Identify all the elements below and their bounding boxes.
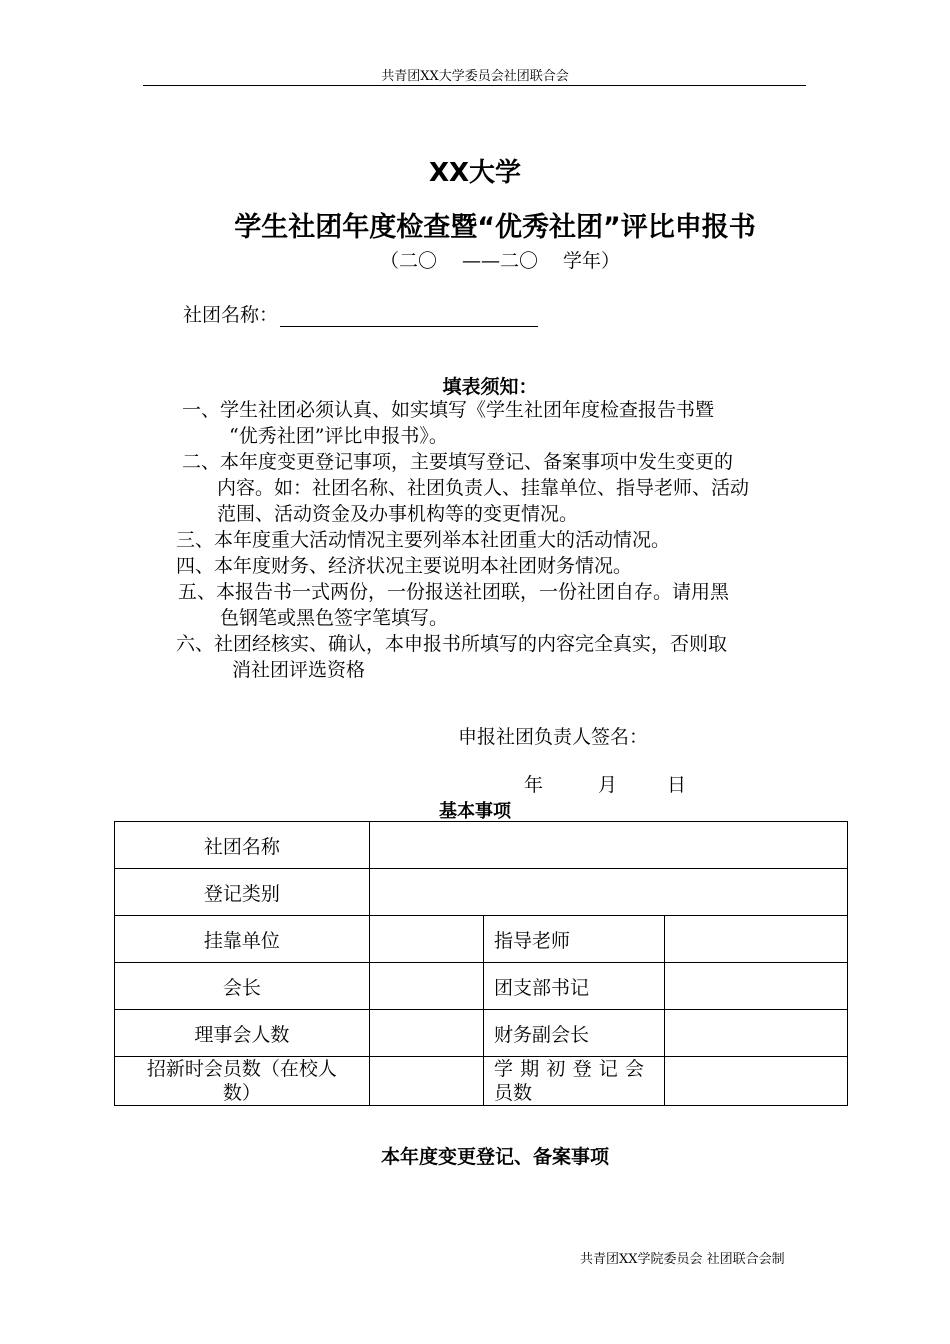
page-footer-text: 共青团XX学院委员会 社团联合会制 — [580, 1252, 785, 1267]
input-finance-vp[interactable] — [664, 1010, 847, 1057]
table-row — [115, 1057, 848, 1106]
input-recruit-count[interactable] — [369, 1057, 483, 1106]
label-category: 登记类别 — [115, 869, 370, 916]
label-finance-vp: 财务副会长 — [484, 1010, 665, 1057]
label-president: 会长 — [115, 963, 370, 1010]
page-header-text: 共青团XX大学委员会社团联合会 — [381, 69, 569, 84]
signature-date — [524, 770, 686, 797]
input-affiliated-unit[interactable] — [369, 916, 483, 963]
table-row — [115, 916, 848, 963]
header-divider — [143, 85, 806, 86]
club-name-label: 社团名称： — [183, 304, 279, 326]
date-day: 日 — [667, 774, 687, 796]
label-council-count: 理事会人数 — [115, 1010, 370, 1057]
label-advisor: 指导老师 — [484, 916, 665, 963]
input-president[interactable] — [369, 963, 483, 1010]
input-advisor[interactable] — [664, 916, 847, 963]
label-term-count: 学期初登记会 员数 — [484, 1057, 665, 1106]
table-row — [115, 1010, 848, 1057]
label-affiliated-unit: 挂靠单位 — [115, 916, 370, 963]
date-month: 月 — [598, 774, 618, 796]
notice-item-2: 二、本年度变更登记事项，主要填写登记、备案事项中发生变更的 内容。如：社团名称、社团负责人、挂靠单位、指导老师、活动 范围、活动资金及办事机构等的变更情况。 — [182, 451, 750, 525]
document-title-university: XX大学 — [428, 158, 522, 188]
club-name-field — [183, 300, 538, 327]
notice-item-4: 四、本年度财务、经济状况主要说明本社团财务情况。 — [176, 555, 633, 577]
input-club-name[interactable] — [369, 822, 847, 869]
table-row — [115, 869, 848, 916]
signature-label: 申报社团负责人签名： — [458, 726, 649, 748]
basic-info-table — [114, 821, 848, 1106]
label-league-secretary: 团支部书记 — [484, 963, 665, 1010]
input-council-count[interactable] — [369, 1010, 483, 1057]
notice-item-6: 六、社团经核实、确认，本申报书所填写的内容完全真实，否则取 消社团评选资格 — [176, 633, 728, 681]
input-term-count[interactable] — [664, 1057, 847, 1106]
notice-item-5: 五、本报告书一式两份，一份报送社团联，一份社团自存。请用黑 色钢笔或黑色签字笔填写。 — [178, 581, 730, 629]
notice-list — [176, 397, 808, 683]
input-league-secretary[interactable] — [664, 963, 847, 1010]
academic-year-line: （二〇 ——二〇 学年） — [379, 250, 621, 272]
notice-title: 填表须知： — [442, 376, 538, 398]
notice-item-1: 一、学生社团必须认真、如实填写《学生社团年度检查报告书暨 “优秀社团”评比申报书》。 — [182, 399, 715, 447]
label-club-name: 社团名称 — [115, 822, 370, 869]
label-recruit-count: 招新时会员数（在校人 数） — [115, 1057, 370, 1106]
document-title-main: 学生社团年度检查暨“优秀社团”评比申报书 — [234, 212, 756, 243]
table-row — [115, 822, 848, 869]
input-category[interactable] — [369, 869, 847, 916]
date-year: 年 — [524, 774, 544, 796]
change-section-title: 本年度变更登记、备案事项 — [380, 1146, 609, 1168]
club-name-blank[interactable] — [280, 306, 538, 327]
basic-section-title: 基本事项 — [439, 801, 511, 822]
notice-item-3: 三、本年度重大活动情况主要列举本社团重大的活动情况。 — [176, 529, 671, 551]
table-row — [115, 963, 848, 1010]
